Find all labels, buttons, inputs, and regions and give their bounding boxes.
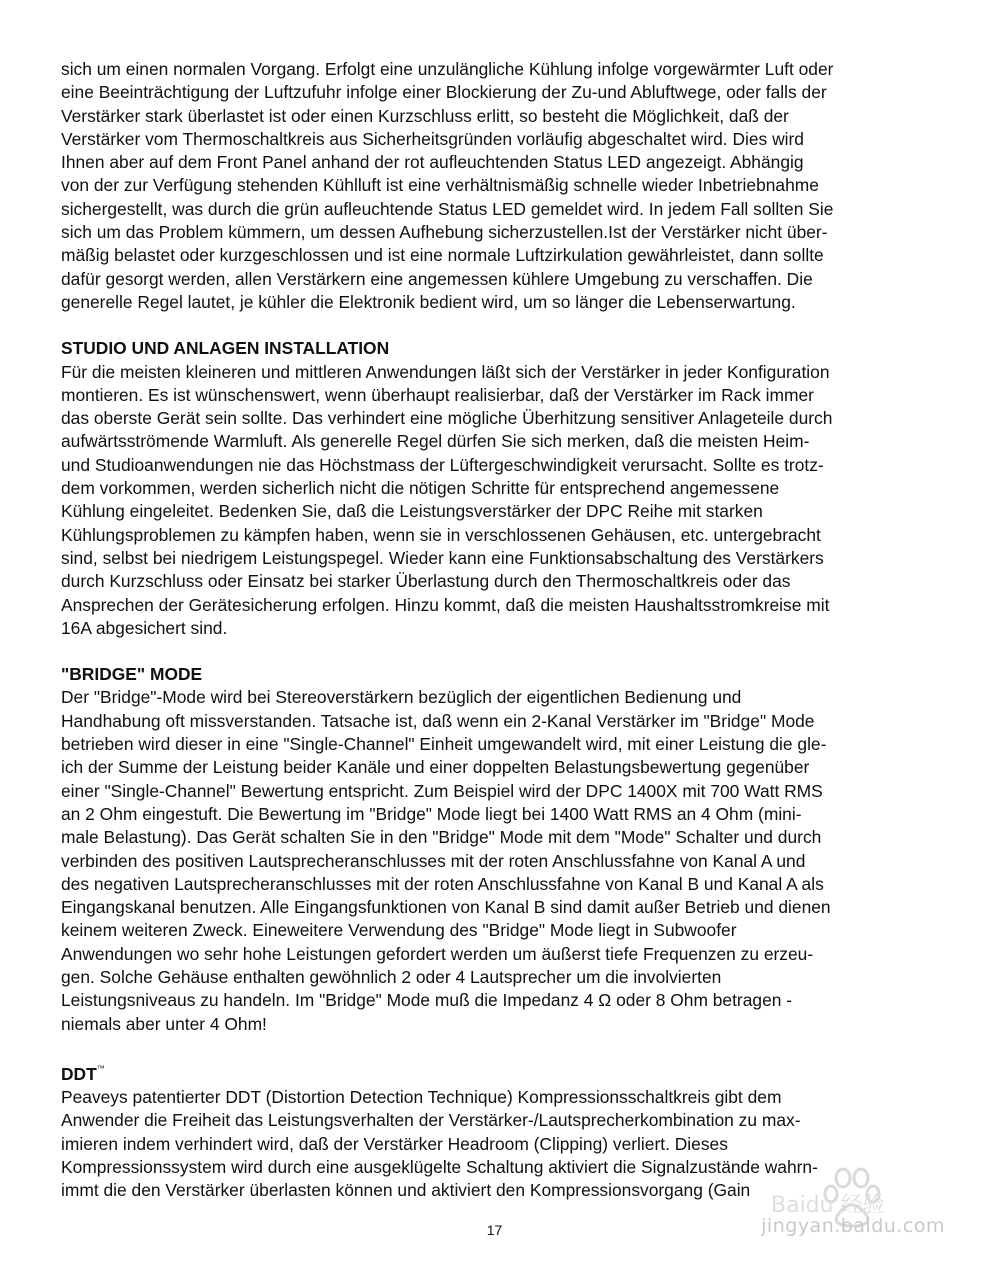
text-line: mäßig belastet oder kurzgeschlossen und ist eine normale Luftzirkulation gewährleistet, dann sollte bbox=[61, 245, 824, 266]
studio-paragraph bbox=[61, 361, 929, 641]
text-line: niemals aber unter 4 Ohm! bbox=[61, 1013, 267, 1034]
text-line: Verstärker stark überlastet ist oder einen Kurzschluss erlitt, so besteht die Möglichkeit, daß der bbox=[61, 105, 789, 126]
ddt-heading-text: DDT bbox=[61, 1063, 97, 1084]
paw-toe-icon bbox=[836, 1169, 850, 1187]
text-line: einer "Single-Channel" Bewertung entspricht. Zum Beispiel wird der DPC 1400X mit 700 Watt RMS bbox=[61, 780, 823, 801]
page-number: 17 bbox=[486, 1222, 503, 1238]
text-line: Peaveys patentierter DDT (Distortion Detection Technique) Kompressionsschaltkreis gibt dem bbox=[61, 1086, 782, 1107]
text-line: von der zur Verfügung stehenden Kühlluft ist eine verhältnismäßig schnelle wieder Inbetriebnahme bbox=[61, 175, 819, 196]
text-line: Handhabung oft missverstanden. Tatsache ist, daß wenn ein 2-Kanal Verstärker im "Bridge" Mode bbox=[61, 710, 815, 731]
paw-toe-icon bbox=[854, 1169, 868, 1187]
bridge-paragraph bbox=[61, 686, 929, 1035]
text-line: generelle Regel lautet, je kühler die Elektronik bedient wird, um so länger die Lebenserwartung. bbox=[61, 291, 796, 312]
document-page bbox=[61, 58, 929, 1202]
trademark-symbol: ™ bbox=[96, 1063, 105, 1073]
text-line: eine Beeinträchtigung der Luftzufuhr infolge einer Blockierung der Zu-und Abluftwege, oder falls der bbox=[61, 82, 827, 103]
section-heading-bridge: "BRIDGE" MODE bbox=[61, 664, 203, 685]
text-line: aufwärtsströmende Warmluft. Als generelle Regel dürfen Sie sich merken, daß die meisten Heim- bbox=[61, 431, 810, 452]
text-line: betrieben wird dieser in eine "Single-Channel" Einheit umgewandelt wird, mit einer Leistung die gle- bbox=[61, 734, 827, 755]
section-heading-ddt bbox=[61, 1059, 929, 1086]
text-line: 16A abgesichert sind. bbox=[61, 617, 228, 638]
text-line: Kühlung eingeleitet. Bedenken Sie, daß die Leistungsverstärker der DPC Reihe mit starken bbox=[61, 501, 763, 522]
text-line: Für die meisten kleineren und mittleren Anwendungen läßt sich der Verstärker in jeder Konfiguration bbox=[61, 361, 830, 382]
intro-paragraph bbox=[61, 58, 929, 314]
text-line: Anwendungen wo sehr hohe Leistungen gefordert werden um äußerst tiefe Frequenzen zu erzeu- bbox=[61, 943, 814, 964]
text-line: dem vorkommen, werden sicherlich nicht die nötigen Schritte für entsprechend angemessene bbox=[61, 478, 780, 499]
text-line: imieren indem verhindert wird, daß der Verstärker Headroom (Clipping) verliert. Dieses bbox=[61, 1133, 728, 1154]
text-line: immt die den Verstärker überlasten können und aktiviert den Kompressionsvorgang (Gain bbox=[61, 1180, 751, 1201]
text-line: an 2 Ohm eingestuft. Die Bewertung im "Bridge" Mode liegt bei 1400 Watt RMS an 4 Ohm (mini- bbox=[61, 803, 802, 824]
text-line: des negativen Lautsprecheranschlusses mit der roten Anschlussfahne von Kanal B und Kanal A als bbox=[61, 873, 824, 894]
text-line: keinem weiteren Zweck. Eineweitere Verwendung des "Bridge" Mode liegt in Subwoofer bbox=[61, 920, 737, 941]
text-line: Der "Bridge"-Mode wird bei Stereoverstärkern bezüglich der eigentlichen Bedienung und bbox=[61, 687, 742, 708]
text-line: sich um einen normalen Vorgang. Erfolgt eine unzulängliche Kühlung infolge vorgewärmter Luft oder bbox=[61, 59, 834, 79]
text-line: montieren. Es ist wünschenswert, wenn überhaupt realisierbar, daß der Verstärker im Rack immer bbox=[61, 384, 814, 405]
text-line: sichergestellt, was durch die grün aufleuchtende Status LED gemeldet wird. In jedem Fall sollten Sie bbox=[61, 198, 834, 219]
text-line: ich der Summe der Leistung beider Kanäle und einer doppelten Belastungsbewertung gegenüber bbox=[61, 757, 810, 778]
text-line: Ansprechen der Gerätesicherung erfolgen. Hinzu kommt, daß die meisten Haushaltsstromkreise mit bbox=[61, 594, 830, 615]
section-heading-studio: STUDIO UND ANLAGEN INSTALLATION bbox=[61, 338, 390, 359]
text-line: sind, selbst bei niedrigem Leistungspegel. Wieder kann eine Funktionsabschaltung des Verstärkers bbox=[61, 547, 824, 568]
watermark-url: jingyan.baidu.com bbox=[761, 1215, 945, 1237]
text-line: und Studioanwendungen nie das Höchstmass der Lüftergeschwindigkeit verursacht. Sollte es trotz- bbox=[61, 454, 824, 475]
text-line: Eingangskanal benutzen. Alle Eingangsfunktionen von Kanal B sind damit außer Betrieb und dienen bbox=[61, 897, 831, 918]
text-line: gen. Solche Gehäuse enthalten gewöhnlich 2 oder 4 Lautsprecher um die involvierten bbox=[61, 966, 722, 987]
text-line: Ihnen aber auf dem Front Panel anhand der rot aufleuchtenden Status LED angezeigt. Abhängig bbox=[61, 152, 804, 173]
text-line: Anwender die Freiheit das Leistungsverhalten der Verstärker-/Lautsprecherkombination zu max- bbox=[61, 1110, 801, 1131]
text-line: sich um das Problem kümmern, um dessen Aufhebung sicherzustellen.Ist der Verstärker nicht über- bbox=[61, 222, 828, 243]
text-line: male Belastung). Das Gerät schalten Sie in den "Bridge" Mode mit dem "Mode" Schalter und durch bbox=[61, 827, 822, 848]
text-line: Kühlungsproblemen zu kämpfen haben, wenn sie in verschlossenen Gehäusen, etc. untergebracht bbox=[61, 524, 821, 545]
text-line: Leistungsniveaus zu handeln. Im "Bridge" Mode muß die Impedanz 4 Ω oder 8 Ohm betragen - bbox=[61, 990, 793, 1011]
text-line: Verstärker vom Thermoschaltkreis aus Sicherheitsgründen vorläufig abgeschaltet wird. Dies wird bbox=[61, 128, 804, 149]
baidu-watermark-logo bbox=[751, 1150, 951, 1260]
text-line: das oberste Gerät sein sollte. Das verhindert eine mögliche Überhitzung sensitiver Anlageteile durch bbox=[61, 408, 833, 429]
watermark-logo-text: Baidu 经验 bbox=[771, 1193, 885, 1218]
text-line: durch Kurzschluss oder Einsatz bei starker Überlastung durch den Thermoschaltkreis oder das bbox=[61, 571, 791, 592]
text-line: Kompressionssystem wird durch eine ausgeklügelte Schaltung aktiviert die Signalzustände wahrn- bbox=[61, 1156, 818, 1177]
text-line: verbinden des positiven Lautsprecheranschlusses mit der roten Anschlussfahne von Kanal A und bbox=[61, 850, 806, 871]
text-line: dafür gesorgt werden, allen Verstärkern eine angemessen kühlere Umgebung zu verschaffen. Die bbox=[61, 268, 813, 289]
